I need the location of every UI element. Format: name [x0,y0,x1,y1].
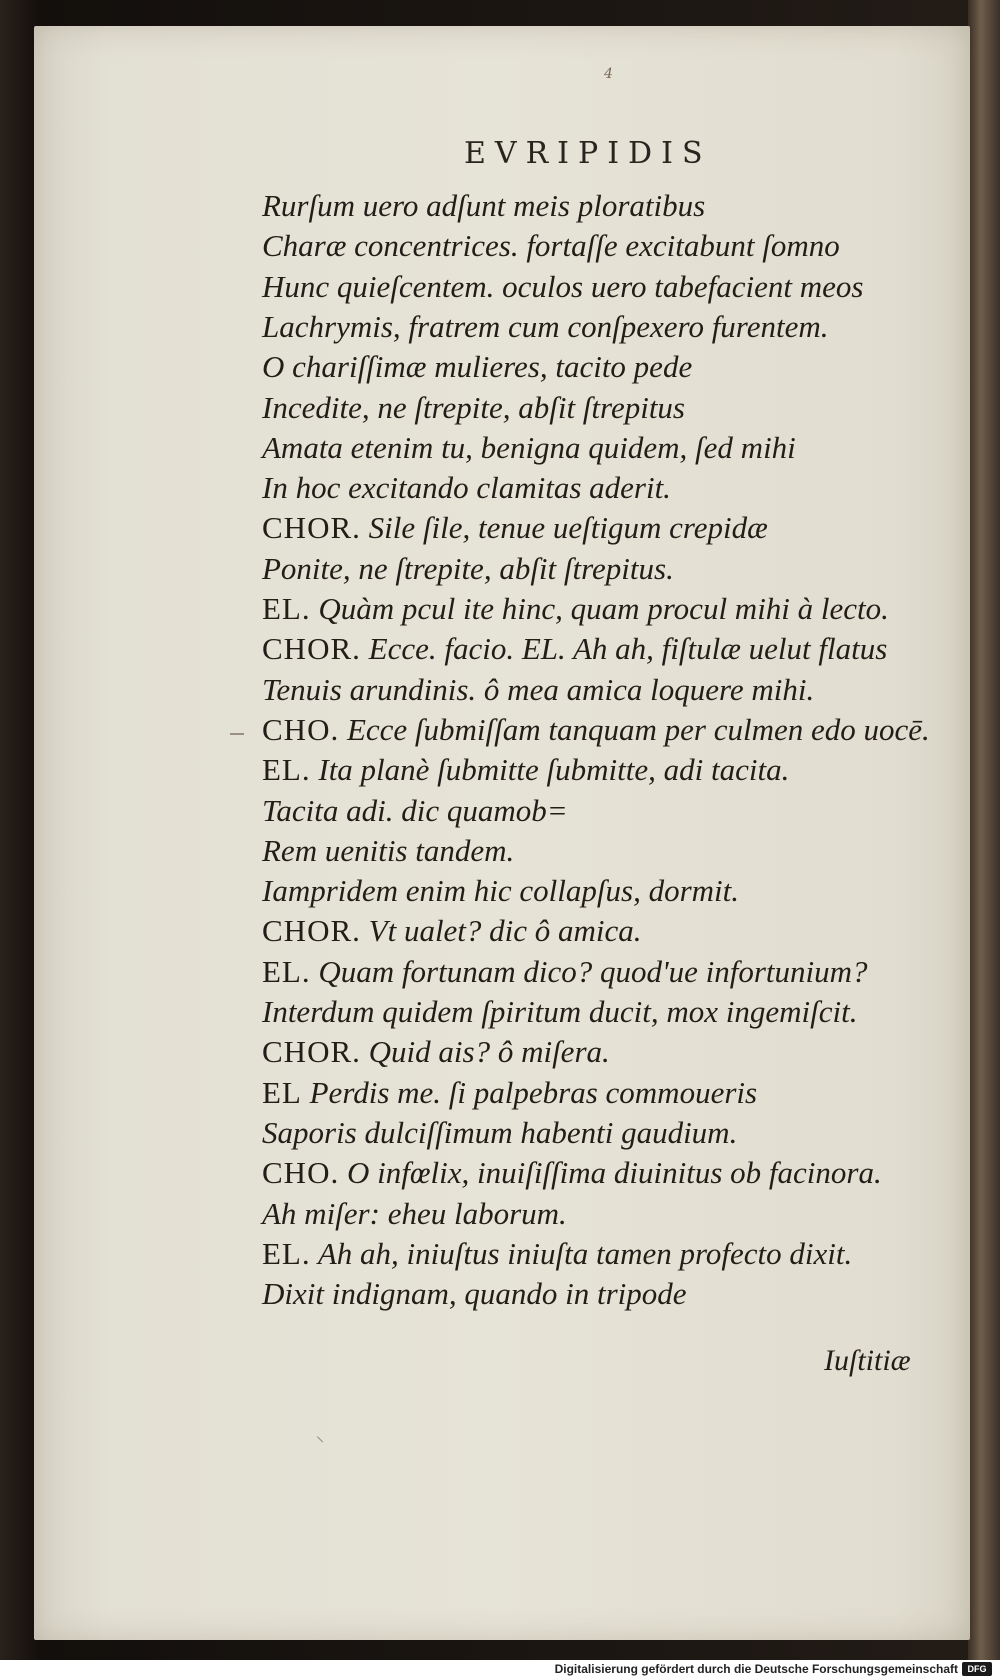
verse-line [262,911,922,951]
line-text: Perdis me. ſi palpebras commoueris [309,1074,758,1110]
line-text: Tenuis arundinis. ô mea amica loquere mihi. [262,671,815,707]
verse-line [262,307,922,347]
verse-line [262,791,922,831]
verse-line [262,1032,922,1072]
line-text: O chariſſimæ mulieres, tacito pede [262,349,693,385]
verse-line [262,629,922,669]
line-text: In hoc excitando clamitas aderit. [262,470,671,506]
line-text: Incedite, ne ſtrepite, abſit ſtrepitus [262,389,685,425]
line-text: Ah miſer: eheu laborum. [262,1195,567,1231]
line-text: Vt ualet? dic ô amica. [368,913,642,949]
verse-line [262,1194,922,1234]
line-text: Rurſum uero adſunt meis ploratibus [262,188,706,223]
digitization-credit: Digitalisierung gefördert durch die Deutsche Forschungsgemeinschaft [554,1662,958,1676]
verse-line [262,1153,922,1193]
verse-line [262,710,930,750]
verse-line [262,871,922,911]
line-text: Charæ concentrices. fortaſſe excitabunt ſomno [262,228,840,264]
line-text: Tacita adi. dic quamob= [262,792,568,828]
speaker-label: CHO. [262,1155,340,1191]
speaker-label: EL. [262,1235,311,1271]
line-text: Ecce ſubmiſſam tanquam per culmen edo uocē. [346,711,930,747]
margin-mark [230,733,244,735]
line-text: Quam fortunam dico? quod'ue infortunium? [318,953,868,989]
line-text: Hunc quieſcentem. oculos uero tabefacient meos [262,268,864,304]
verse-line [262,589,922,629]
speaker-label: EL. [262,752,311,788]
page-mark: 4 [604,66,613,82]
line-text: Amata etenim tu, benigna quidem, ſed mihi [262,429,796,465]
bottom-mark: ⸜ [316,1426,325,1445]
verse-line [262,1234,922,1274]
line-text: Rem uenitis tandem. [262,832,515,868]
line-text: Ponite, ne ſtrepite, abſit ſtrepitus. [262,550,674,586]
speaker-label: EL. [262,953,311,989]
line-text: Saporis dulciſſimum habenti gaudium. [262,1114,738,1150]
speaker-label: CHOR. [262,913,361,949]
line-text: Iampridem enim hic collapſus, dormit. [262,873,740,909]
line-text: Lachrymis, fratrem cum conſpexero furentem. [262,308,829,344]
line-text: Quid ais? ô miſera. [368,1034,610,1070]
verse-line [262,952,922,992]
verse-line [262,549,922,589]
verse-line [262,1113,922,1153]
speaker-label: EL. [262,591,311,626]
speaker-label: CHOR. [262,510,361,546]
verse-line [262,267,922,307]
line-text: Ita planè ſubmitte ſubmitte, adi tacita. [318,752,790,788]
verse-line [262,468,922,508]
line-text: Interdum quidem ſpiritum ducit, mox ingemiſcit. [262,994,858,1029]
book-edge [968,0,1000,1660]
catchword: Iuſtitiæ [824,1344,911,1377]
verse-line [262,347,922,387]
verse-line [262,508,922,548]
verse-line [262,428,922,468]
verse-line [262,388,922,428]
book-page [34,26,970,1640]
dfg-logo: DFG [962,1662,992,1676]
line-text: O infœlix, inuiſiſſima diuinitus ob facinora. [346,1155,882,1191]
line-text: Dixit indignam, quando in tripode [262,1276,687,1312]
verse-line [262,992,922,1032]
verse-line [262,750,922,790]
running-head: EVRIPIDIS [464,136,712,171]
speaker-label: CHO. [262,711,340,747]
verse-line [262,1274,922,1314]
speaker-label: CHOR. [262,1034,361,1070]
speaker-label: EL [262,1074,302,1110]
speaker-label: CHOR. [262,631,361,667]
verse-line [262,670,922,710]
line-text: Ah ah, iniuſtus iniuſta tamen profecto dixit. [317,1235,853,1271]
line-text: Quàm pcul ite hinc, quam procul mihi à lecto. [318,591,889,626]
verse-line [262,1073,922,1113]
line-text: Ecce. facio. EL. Ah ah, fiſtulæ uelut flatus [368,631,888,667]
verse-line [262,831,922,871]
verse-line [262,226,922,266]
verse-line [262,186,922,226]
line-text: Sile ſile, tenue ueſtigum crepidæ [368,510,768,546]
